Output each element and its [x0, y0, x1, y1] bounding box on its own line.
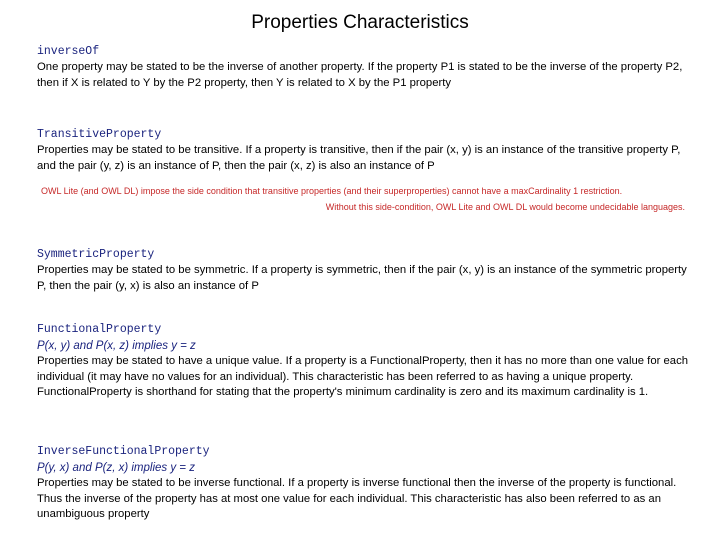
section-inverse-of	[37, 44, 697, 91]
page-title: Properties Characteristics	[251, 12, 469, 33]
description-transitive-property: Properties may be stated to be transitive. If a property is transitive, then if the pair (x, y) is an instance of the transitive property P, and the pair (y, z) is an instance of P, then the pair (x, z) is also an instance of P	[37, 144, 681, 172]
transitive-side-condition-note	[37, 183, 685, 215]
note-line-2: Without this side-condition, OWL Lite and OWL DL would become undecidable languages.	[325, 202, 685, 212]
formula-functional-property: P(x, y) and P(x, z) implies y = z	[37, 340, 196, 352]
section-functional-property	[37, 322, 697, 401]
section-transitive-property	[37, 127, 697, 174]
term-transitive-property: TransitiveProperty	[37, 128, 162, 141]
term-symmetric-property: SymmetricProperty	[37, 248, 155, 261]
term-functional-property: FunctionalProperty	[37, 323, 162, 336]
term-inverse-functional-property: InverseFunctionalProperty	[37, 445, 210, 458]
section-inverse-functional-property	[37, 444, 697, 523]
description-symmetric-property: Properties may be stated to be symmetric. If a property is symmetric, then if the pair (x, y) is an instance of the symmetric property P, then the pair (y, x) is also an instance of P	[37, 264, 687, 292]
description-inverse-of: One property may be stated to be the inverse of another property. If the property P1 is stated to be the inverse of the property P2, then if X is related to Y by the P2 property, then Y is related to X by the P1 property	[37, 61, 683, 89]
description-inverse-functional-property: Properties may be stated to be inverse functional. If a property is inverse functional then the inverse of the property is functional. Thus the inverse of the property has at most one value for each individual. This characteristic has also been referred to as an unambiguous property	[37, 477, 677, 520]
note-line-1: OWL Lite (and OWL DL) impose the side condition that transitive properties (and their superproperties) cannot have a maxCardinality 1 restriction.	[41, 186, 623, 196]
term-inverse-of: inverseOf	[37, 45, 100, 58]
formula-inverse-functional-property: P(y, x) and P(z, x) implies y = z	[37, 462, 195, 474]
section-symmetric-property	[37, 247, 697, 294]
description-functional-property: Properties may be stated to have a unique value. If a property is a FunctionalProperty, then it has no more than one value for each individual (it may have no values for an individual). This characteristic has been referred to as having a unique property. FunctionalProperty is shorthand for stating that the property's minimum cardinality is zero and its maximum cardinality is 1.	[37, 355, 688, 398]
